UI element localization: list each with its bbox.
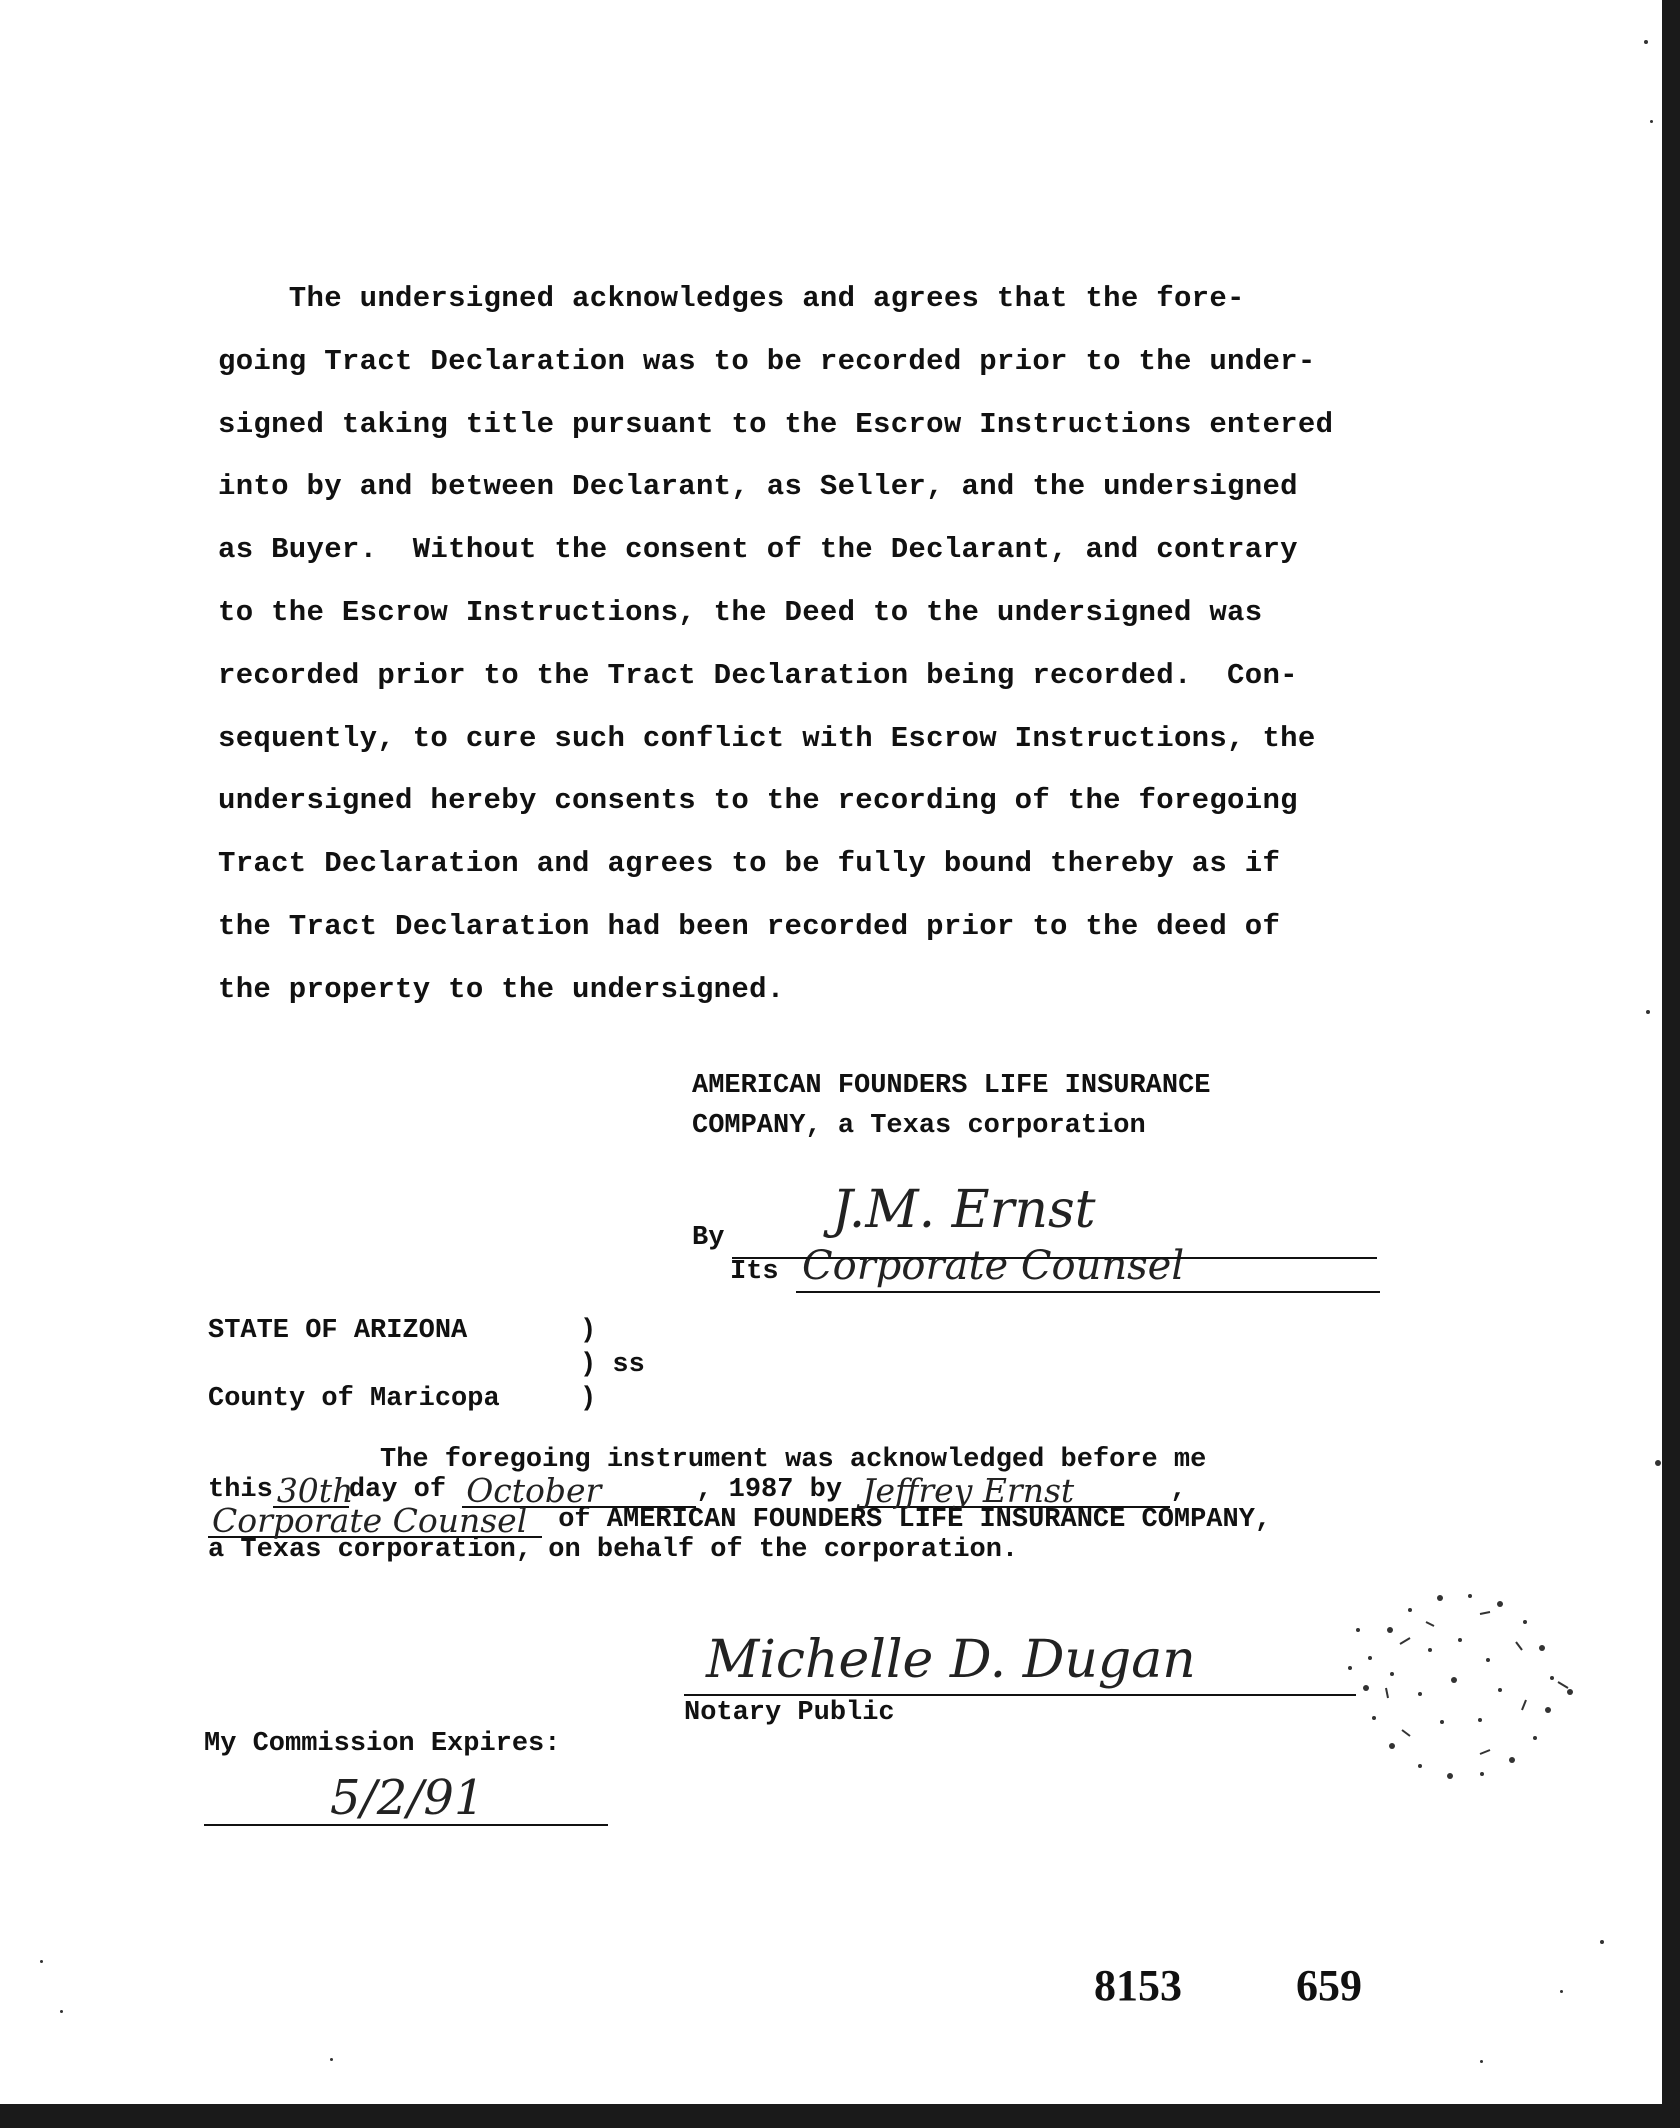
officer-signature: J.M. Ernst: [832, 1180, 1096, 1240]
day-value: 30th: [276, 1471, 354, 1510]
ack-of-company: of AMERICAN FOUNDERS LIFE INSURANCE COMPANY,: [558, 1505, 1272, 1535]
paragraph-line: to the Escrow Instructions, the Deed to the undersigned was: [218, 595, 1263, 629]
paragraph-line: the Tract Declaration had been recorded prior to the deed of: [218, 909, 1281, 943]
scan-speck: [1644, 40, 1648, 44]
acknowledgement-paragraph: [218, 268, 1458, 1022]
company-line-1: AMERICAN FOUNDERS LIFE INSURANCE: [692, 1071, 1211, 1101]
paragraph-line: into by and between Declarant, as Seller, and the undersigned: [218, 470, 1298, 504]
month-value: October: [466, 1471, 602, 1510]
scan-speck: [1560, 1990, 1563, 1993]
venue-ss: ) ss: [580, 1350, 645, 1380]
notary-signature-line: [684, 1694, 1356, 1696]
scan-speck: [1655, 1460, 1661, 1466]
scan-speck: [1480, 2060, 1483, 2063]
title-value: Corporate Counsel: [212, 1501, 528, 1540]
ack-line-4: a Texas corporation, on behalf of the corporation.: [208, 1535, 1019, 1565]
its-title-line: [796, 1291, 1380, 1293]
notary-signature-block: [684, 1630, 1364, 1728]
paragraph-line: Tract Declaration and agrees to be fully bound thereby as if: [218, 847, 1281, 881]
paragraph-line: The undersigned acknowledges and agrees that the fore-: [218, 282, 1245, 315]
ack-line-1: The foregoing instrument was acknowledged before me: [380, 1445, 1207, 1475]
notary-public-label: Notary Public: [684, 1698, 895, 1728]
paragraph-line: signed taking title pursuant to the Escrow Instructions entered: [218, 407, 1334, 441]
officer-title-handwritten: Corporate Counsel: [802, 1243, 1185, 1289]
ack-this: this: [208, 1475, 273, 1505]
name-blank: [858, 1471, 1170, 1510]
paragraph-line: recorded prior to the Tract Declaration being recorded. Con-: [218, 658, 1298, 692]
name-value: Jeffrey Ernst: [862, 1471, 1075, 1510]
ack-day-of: day of: [348, 1475, 447, 1505]
recording-page-number: 659: [1296, 1961, 1362, 2010]
scan-speck: [40, 1960, 43, 1963]
venue-state: STATE OF ARIZONA: [208, 1316, 468, 1346]
ack-line-3: [208, 1501, 1272, 1540]
signature-block: [692, 1180, 1372, 1295]
venue-county: County of Maricopa: [208, 1384, 500, 1414]
company-name: [692, 1066, 1210, 1146]
scan-speck: [1600, 1940, 1604, 1944]
paragraph-line: going Tract Declaration was to be recorded prior to the under-: [218, 344, 1316, 378]
scan-speck: [330, 2058, 333, 2061]
commission-expiry-date: 5/2/91: [330, 1770, 485, 1826]
commission-expires-label: My Commission Expires:: [204, 1729, 561, 1759]
paragraph-line: sequently, to cure such conflict with Escrow Instructions, the: [218, 721, 1316, 755]
scan-speck: [60, 2010, 63, 2013]
its-label: Its: [730, 1257, 779, 1287]
ack-comma: ,: [1170, 1475, 1187, 1505]
paragraph-line: the property to the undersigned.: [218, 972, 785, 1006]
paragraph-line: as Buyer. Without the consent of the Declarant, and contrary: [218, 533, 1298, 567]
paragraph-line: undersigned hereby consents to the recording of the foregoing: [218, 784, 1298, 818]
scan-speck: [1650, 120, 1653, 123]
notary-signature: Michelle D. Dugan: [706, 1630, 1196, 1690]
commission-date-line: [204, 1824, 608, 1826]
recording-book-number: 8153: [1094, 1961, 1182, 2010]
ack-year-by: , 1987 by: [696, 1475, 843, 1505]
notary-seal-stamp: [1330, 1570, 1590, 1800]
by-label: By: [692, 1223, 725, 1253]
venue-paren: ): [580, 1384, 597, 1414]
by-signature-line: [732, 1257, 1377, 1259]
scan-speck: [1646, 1010, 1650, 1014]
title-blank: [208, 1501, 542, 1540]
venue-paren: ): [580, 1316, 597, 1346]
company-line-2: COMPANY, a Texas corporation: [692, 1111, 1146, 1141]
